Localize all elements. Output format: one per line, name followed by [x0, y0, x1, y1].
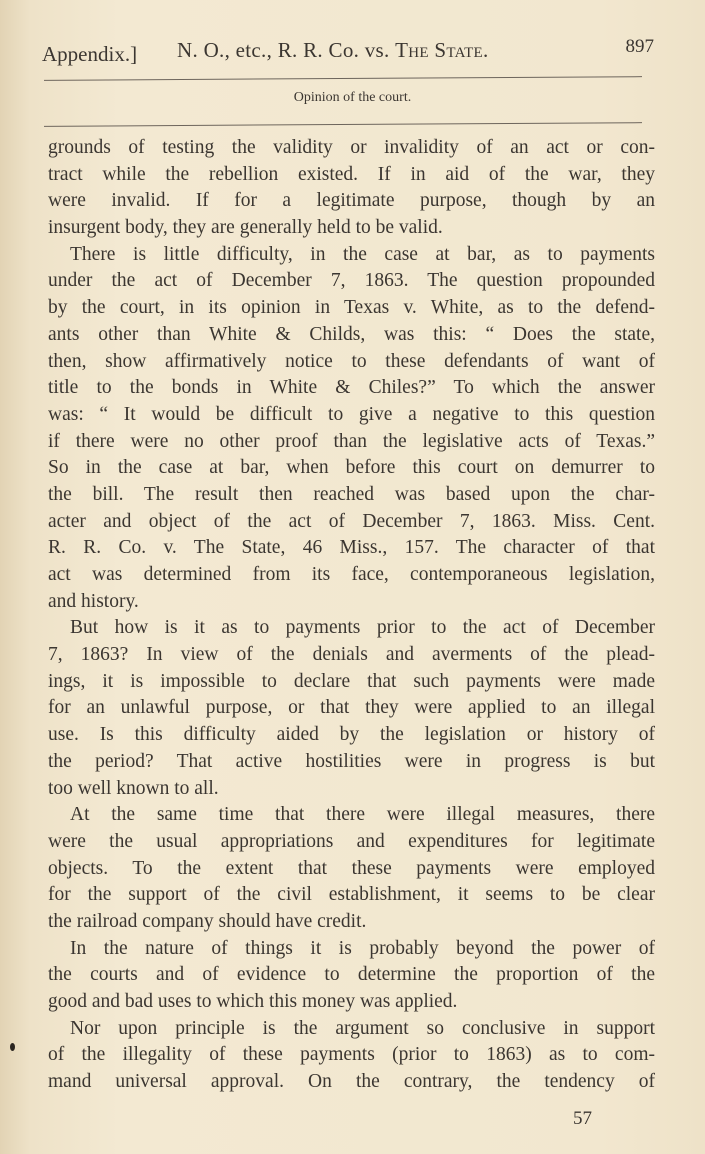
text-line: for an unlawful purpose, or that they were applied to an illegal [48, 697, 655, 719]
text-line: ings, it is impossible to declare that such payments were made [48, 670, 655, 692]
text-line: the railroad company should have credit. [48, 910, 367, 932]
text-line: acter and object of the act of December 7, 1863. Miss. Cent. [48, 510, 655, 532]
paragraph [48, 1016, 655, 1096]
text-line: ants other than White & Childs, was this: “ Does the state, [48, 323, 655, 345]
text-line: the courts and of evidence to determine the proportion of the [48, 964, 655, 986]
paragraph [48, 242, 655, 616]
text-line: were the usual appropriations and expenditures for legitimate [48, 830, 655, 852]
ink-blot [10, 1043, 15, 1051]
running-header [42, 38, 654, 68]
text-line: good and bad uses to which this money was applied. [48, 991, 458, 1012]
page-number: 897 [625, 36, 654, 57]
text-line: was: “ It would be difficult to give a negative to this question [48, 403, 655, 425]
text-line: There is little difficulty, in the case at bar, as to payments [70, 243, 655, 265]
text-line: too well known to all. [48, 777, 219, 799]
text-line: by the court, in its opinion in Texas v. White, as to the defend- [48, 297, 655, 319]
case-title [177, 38, 489, 63]
signature-mark: 57 [573, 1108, 592, 1129]
body-text [48, 135, 655, 1096]
paragraph [48, 802, 655, 935]
text-line: under the act of December 7, 1863. The question propounded [48, 270, 655, 292]
text-line: title to the bonds in White & Chiles?” To which the answer [48, 377, 655, 399]
text-line: act was determined from its face, contemporaneous legislation, [48, 564, 655, 585]
case-title-smallcaps: The State. [395, 38, 489, 62]
paragraph [48, 936, 655, 1016]
section-label: Appendix.] [42, 42, 138, 66]
header-rule-top [44, 76, 642, 81]
text-line: mand universal approval. On the contrary, the tendency of [48, 1071, 655, 1093]
text-line: tract while the rebellion existed. If in aid of the war, they [48, 163, 655, 185]
subheading: Opinion of the court. [293, 90, 412, 105]
text-line: But how is it as to payments prior to the act of December [70, 617, 655, 639]
paragraph [48, 615, 655, 802]
case-title-prefix: N. O., etc., R. R. Co. vs. [177, 38, 396, 62]
text-line: of the illegality of these payments (prior to 1863) as to com- [48, 1044, 655, 1066]
text-line: were invalid. If for a legitimate purpose, though by an [48, 190, 655, 212]
text-line: grounds of testing the validity or invalidity of an act or con- [48, 137, 655, 158]
text-line: for the support of the civil establishment, it seems to be clear [48, 884, 655, 906]
text-line: if there were no other proof than the legislative acts of Texas.” [48, 430, 655, 452]
text-line: At the same time that there were illegal measures, there [70, 804, 655, 826]
text-line: R. R. Co. v. The State, 46 Miss., 157. The character of that [48, 537, 655, 559]
paragraph [48, 135, 655, 242]
text-line: Nor upon principle is the argument so conclusive in support [70, 1017, 655, 1039]
text-line: 7, 1863? In view of the denials and averments of the plead- [48, 644, 655, 666]
text-line: then, show affirmatively notice to these defendants of want of [48, 350, 655, 372]
text-line: and history. [48, 590, 139, 612]
text-line: So in the case at bar, when before this court on demurrer to [48, 457, 655, 479]
text-line: use. Is this difficulty aided by the legislation or history of [48, 724, 655, 746]
text-line: insurgent body, they are generally held to be valid. [48, 217, 443, 239]
header-rule-bottom [44, 122, 642, 127]
text-line: the period? That active hostilities were in progress is but [48, 750, 655, 772]
text-line: objects. To the extent that these payments were employed [48, 857, 655, 879]
text-line: In the nature of things it is probably beyond the power of [70, 937, 655, 959]
text-line: the bill. The result then reached was based upon the char- [48, 483, 655, 505]
